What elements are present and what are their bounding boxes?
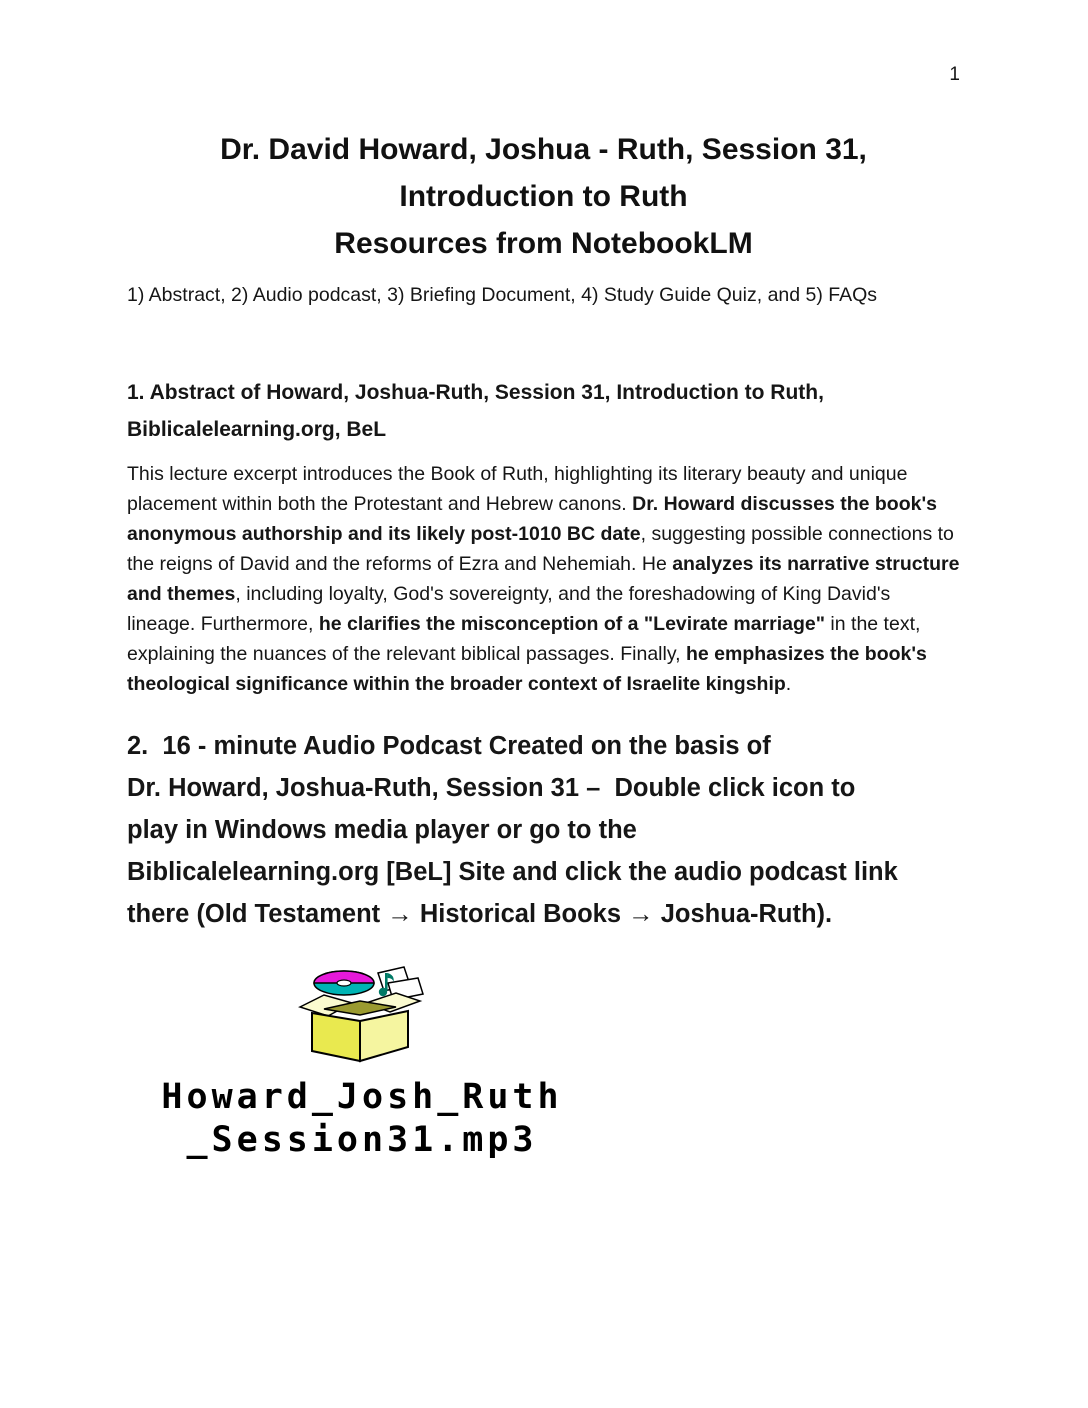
- cd-hole: [337, 980, 351, 986]
- text-segment: .: [785, 673, 792, 695]
- abstract-paragraph: [127, 459, 960, 699]
- text-segment-bold: analyzes its narrative structure and themes: [127, 553, 960, 605]
- audio-file-icon[interactable]: [296, 961, 428, 1063]
- title-line-3: Resources from NotebookLM: [334, 227, 753, 260]
- text-segment: , including loyalty, God's sovereignty, and the foreshadowing of King David's lineage. Furthermore,: [127, 583, 891, 635]
- section1-heading: 1. Abstract of Howard, Joshua-Ruth, Session 31, Introduction to Ruth, Biblicalelearning.org, BeL: [127, 381, 824, 441]
- text-segment-bold: Dr. Howard discusses the book's anonymous authorship and its likely post-1010 BC date: [127, 493, 937, 545]
- text-segment: in the text, explaining the nuances of the relevant biblical passages. Finally,: [127, 613, 921, 665]
- page-number: 1: [949, 64, 960, 85]
- text-segment-bold: he emphasizes the book's theological significance within the broader context of Israelite kingship: [127, 643, 927, 695]
- section2-heading-line-4: Biblicalelearning.org [BeL] Site and click the audio podcast link: [127, 858, 898, 886]
- resources-list-line: 1) Abstract, 2) Audio podcast, 3) Briefing Document, 4) Study Guide Quiz, and 5) FAQs: [127, 284, 878, 306]
- section2-heading: [127, 725, 960, 935]
- audio-filename: [127, 1076, 597, 1162]
- title-line-2: Introduction to Ruth: [399, 180, 688, 213]
- text-segment-bold: he clarifies the misconception of a "Levirate marriage": [318, 613, 826, 635]
- section2-heading-line-1: 2. 16 - minute Audio Podcast Created on the basis of: [127, 732, 771, 760]
- audio-filename-line-1: Howard_Josh_Ruth: [161, 1077, 563, 1117]
- audio-filename-line-2: _Session31.mp3: [186, 1120, 538, 1160]
- document-title: [127, 126, 960, 267]
- box-front-left: [312, 1013, 360, 1061]
- audio-file-object[interactable]: [127, 961, 597, 1162]
- music-note-head: [379, 988, 387, 996]
- text-segment: This lecture excerpt introduces the Book of Ruth, highlighting its literary beauty and unique placement within both the Protestant and Hebrew canons.: [127, 463, 908, 515]
- title-line-1: Dr. David Howard, Joshua - Ruth, Session 31,: [220, 133, 867, 166]
- text-segment: , suggesting possible connections to the reigns of David and the reforms of Ezra and Nehemiah. He: [127, 523, 954, 575]
- section2-heading-line-5: there (Old Testament → Historical Books → Joshua-Ruth).: [127, 900, 833, 928]
- music-note-stem: [385, 973, 388, 991]
- section2-heading-line-2: Dr. Howard, Joshua-Ruth, Session 31 – Double click icon to: [127, 774, 856, 802]
- section2-heading-line-3: play in Windows media player or go to the: [127, 816, 637, 844]
- box-front-right: [360, 1011, 408, 1061]
